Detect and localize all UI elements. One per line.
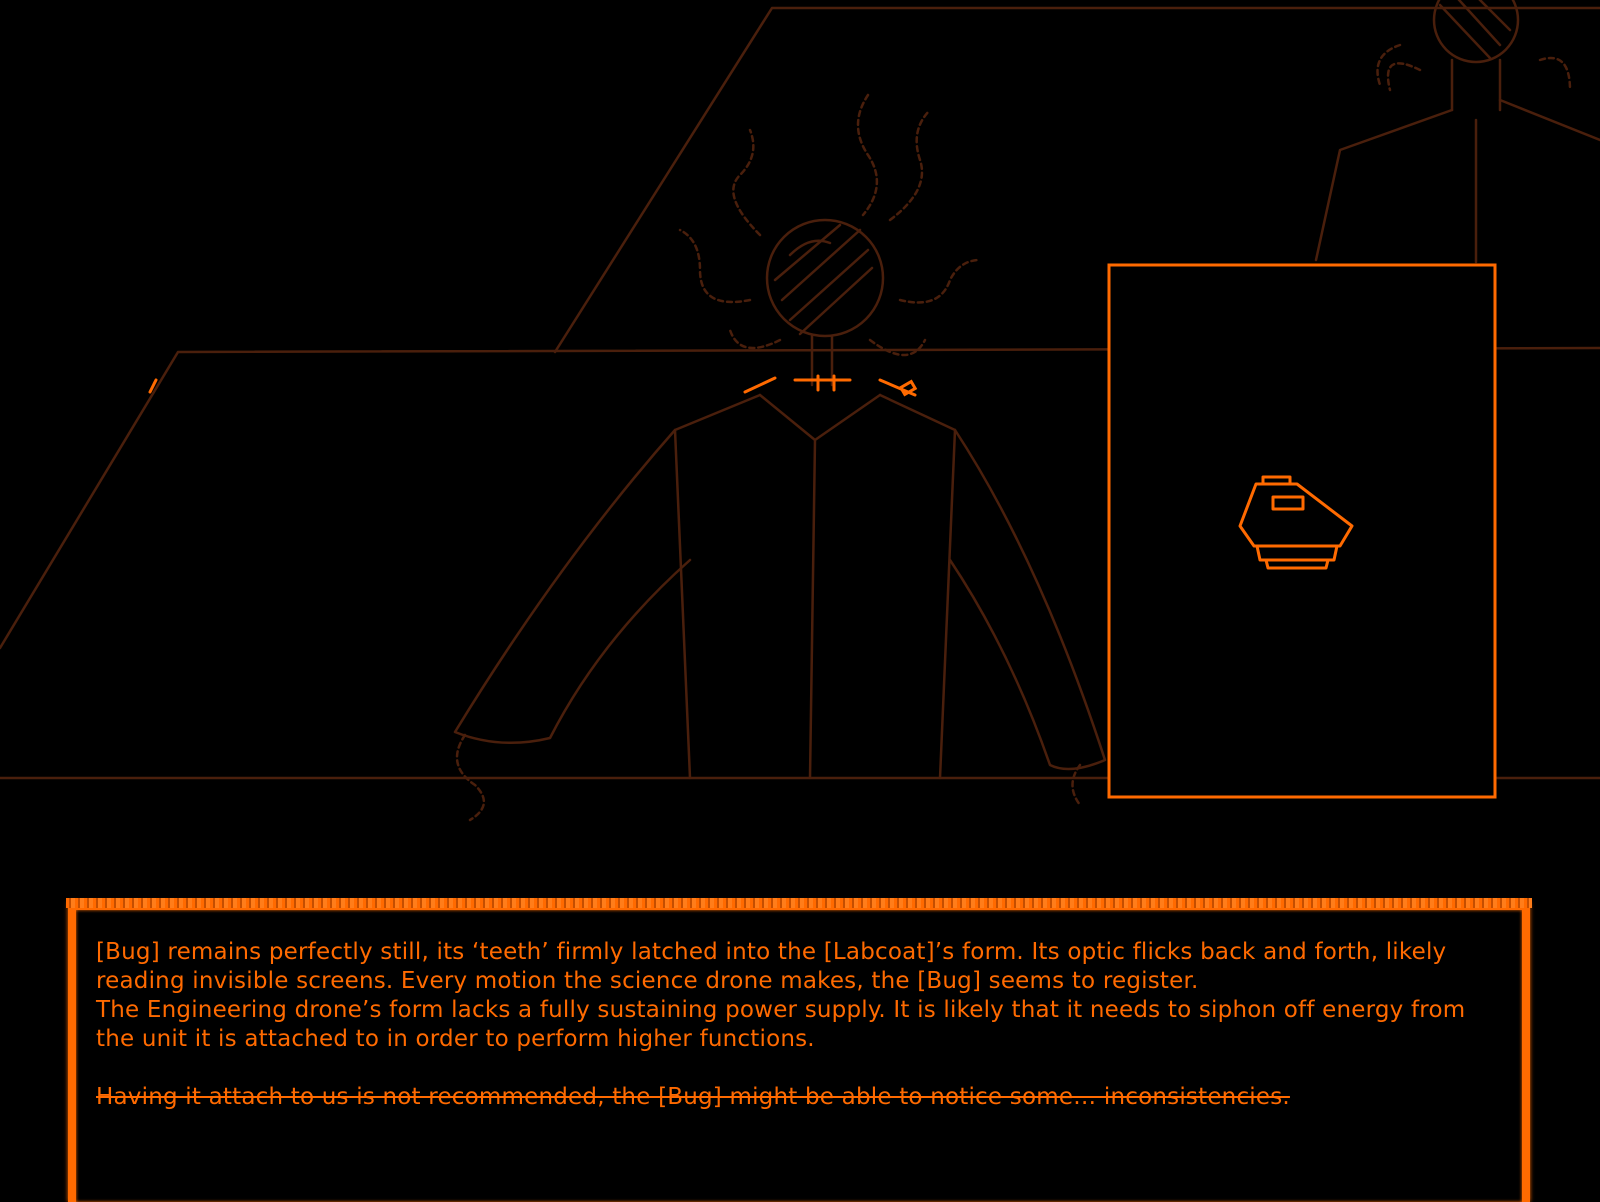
- dialogue-box[interactable]: [68, 902, 1530, 1202]
- collar-highlight: [745, 378, 915, 395]
- background-drone: [1316, 0, 1600, 262]
- dialogue-text: [96, 938, 1506, 1112]
- science-drone-labcoat: [455, 95, 1105, 820]
- dialogue-line: [Bug] remains perfectly still, its ‘teeth’ firmly latched into the [Labcoat]’s form. Its optic flicks back and forth, likely reading invisible screens. Every motion the science drone makes, the [Bug] seems to register.: [96, 939, 1447, 994]
- dialogue-line-struck: Having it attach to us is not recommended, the [Bug] might be able to notice some… inconsistencies.: [96, 1084, 1290, 1110]
- dialogue-line: The Engineering drone’s form lacks a fully sustaining power supply. It is likely that it needs to siphon off energy from the unit it is attached to in order to perform higher functions.: [96, 997, 1466, 1052]
- item-card[interactable]: [1109, 265, 1495, 797]
